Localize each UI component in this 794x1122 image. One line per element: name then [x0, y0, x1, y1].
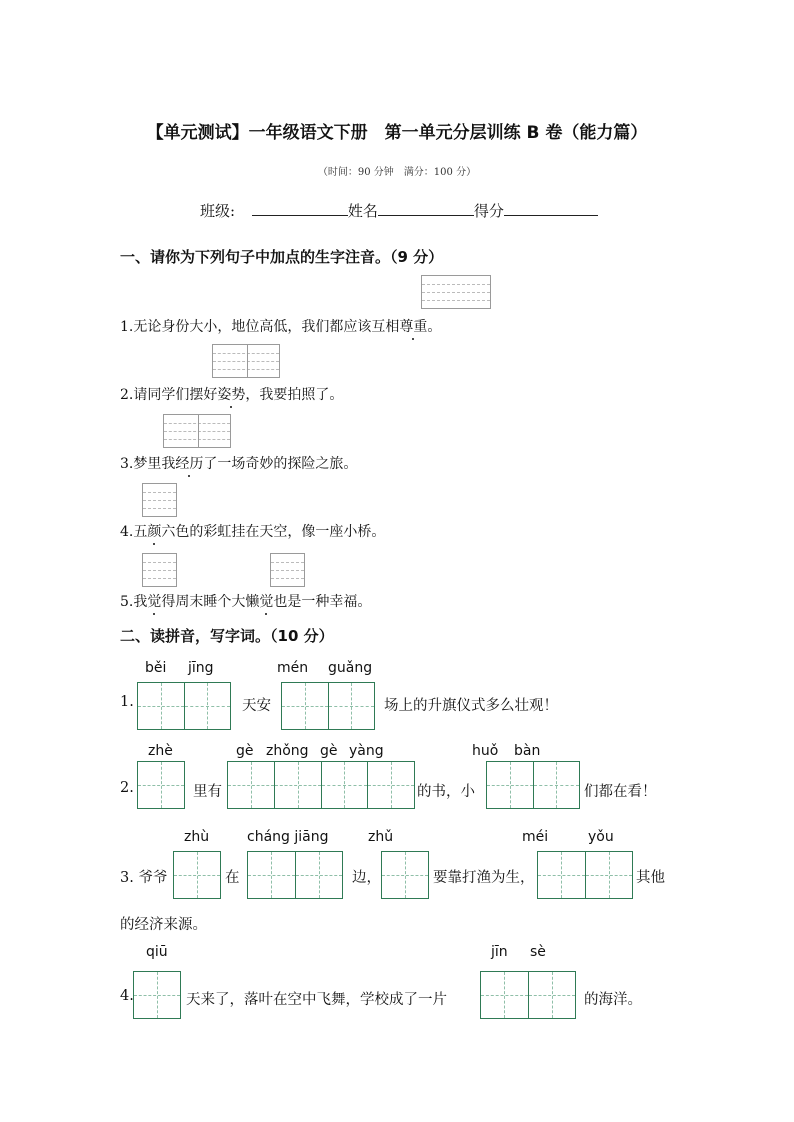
sentence-text: 4.五	[120, 524, 148, 540]
pinyin-label: huǒ	[472, 743, 499, 759]
sentence-text: 的经济来源。	[120, 917, 207, 933]
pinyin-label: jīng	[188, 660, 214, 676]
sentence-text: 3.梦里我	[120, 456, 176, 472]
score-blank[interactable]	[504, 201, 598, 216]
pinyin-box-5b[interactable]	[270, 553, 305, 587]
sentence-text: 也是一种幸福。	[273, 594, 372, 610]
dotted-chars: 经历	[175, 456, 204, 472]
writing-grid[interactable]	[137, 682, 231, 730]
sentence-text: 在	[225, 870, 240, 886]
pinyin-box-1[interactable]	[421, 275, 491, 309]
dotted-chars: 觉	[147, 594, 162, 610]
pinyin-label: gè	[236, 743, 254, 759]
sentence-text: 们都在看！	[584, 784, 657, 800]
question-number: 3. 爷爷	[120, 870, 168, 886]
student-info-line	[200, 200, 598, 221]
pinyin-box-2[interactable]	[212, 344, 280, 378]
writing-grid[interactable]	[281, 682, 375, 730]
sentence-text: 场上的升旗仪式多么壮观！	[384, 698, 558, 714]
sentence-text: 天来了，落叶在空中飞舞，学校成了一片	[186, 992, 447, 1008]
sentence-text: 要靠打渔为生，	[433, 870, 535, 886]
pinyin-box-3[interactable]	[163, 414, 231, 448]
pinyin-label: méi	[522, 829, 549, 845]
dotted-chars: 颜	[147, 524, 162, 540]
name-label: 姓名	[347, 202, 378, 220]
pinyin-label: yǒu	[588, 829, 614, 845]
writing-grid[interactable]	[486, 761, 580, 809]
writing-grid[interactable]	[480, 971, 576, 1019]
name-blank[interactable]	[378, 201, 474, 216]
sentence-text: 边，	[352, 870, 381, 886]
pinyin-label: jīn	[491, 944, 508, 960]
question-1-5	[120, 591, 371, 611]
class-label: 班级:	[200, 202, 236, 220]
pinyin-label: yàng	[349, 743, 384, 759]
pinyin-label: zhǔ	[368, 829, 394, 845]
sentence-text: 天安	[242, 698, 271, 714]
writing-grid[interactable]	[537, 851, 633, 899]
pinyin-label: bàn	[514, 743, 541, 759]
pinyin-label: qiū	[146, 944, 168, 960]
question-1-3	[120, 453, 357, 473]
question-1-4	[120, 521, 385, 541]
pinyin-label: gè	[320, 743, 338, 759]
pinyin-label: běi	[145, 660, 167, 676]
question-number: 1.	[120, 694, 134, 710]
pinyin-label: zhǒng	[266, 743, 309, 759]
exam-info: （时间：90 分钟 满分：100 分）	[317, 167, 477, 178]
pinyin-label: sè	[530, 944, 546, 960]
question-1-2	[120, 384, 343, 404]
dotted-chars: 觉	[259, 594, 274, 610]
pinyin-label: zhù	[184, 829, 210, 845]
dotted-chars: 姿势	[217, 387, 246, 403]
sentence-text: 2.请同学们摆好	[120, 387, 218, 403]
question-1-1	[120, 316, 441, 336]
writing-grid[interactable]	[133, 971, 181, 1019]
writing-grid[interactable]	[173, 851, 221, 899]
pinyin-label: cháng jiāng	[247, 829, 329, 845]
writing-grid[interactable]	[227, 761, 415, 809]
pinyin-label: zhè	[148, 743, 173, 759]
dotted-chars: 尊重	[399, 319, 428, 335]
pinyin-box-5a[interactable]	[142, 553, 177, 587]
sentence-text: 的书，小	[417, 784, 475, 800]
pinyin-label: guǎng	[328, 660, 373, 676]
pinyin-box-4[interactable]	[142, 483, 177, 517]
section-2-heading: 二、读拼音，写字词。（10 分）	[120, 627, 334, 645]
sentence-text: 5.我	[120, 594, 148, 610]
sentence-text: 的海洋。	[584, 992, 642, 1008]
pinyin-label: mén	[277, 660, 309, 676]
question-number: 2.	[120, 780, 134, 796]
sentence-text: ，我要拍照了。	[245, 387, 344, 403]
writing-grid[interactable]	[137, 761, 185, 809]
class-blank[interactable]	[252, 201, 348, 216]
section-1-heading: 一、请你为下列句子中加点的生字注音。（9 分）	[120, 248, 444, 266]
sentence-text: 其他	[636, 870, 665, 886]
sentence-text: 得周末睡个大懒	[161, 594, 260, 610]
writing-grid[interactable]	[381, 851, 429, 899]
sentence-text: 了一场奇妙的探险之旅。	[203, 456, 358, 472]
page-title: 【单元测试】一年级语文下册 第一单元分层训练 B 卷（能力篇）	[146, 123, 648, 143]
writing-grid[interactable]	[247, 851, 343, 899]
sentence-text: 六色的彩虹挂在天空，像一座小桥。	[161, 524, 386, 540]
score-label: 得分	[473, 202, 504, 220]
sentence-text: 。	[427, 319, 442, 335]
sentence-text: 里有	[193, 784, 222, 800]
sentence-text: 1.无论身份大小，地位高低，我们都应该互相	[120, 319, 400, 335]
question-number: 4.	[120, 988, 134, 1004]
